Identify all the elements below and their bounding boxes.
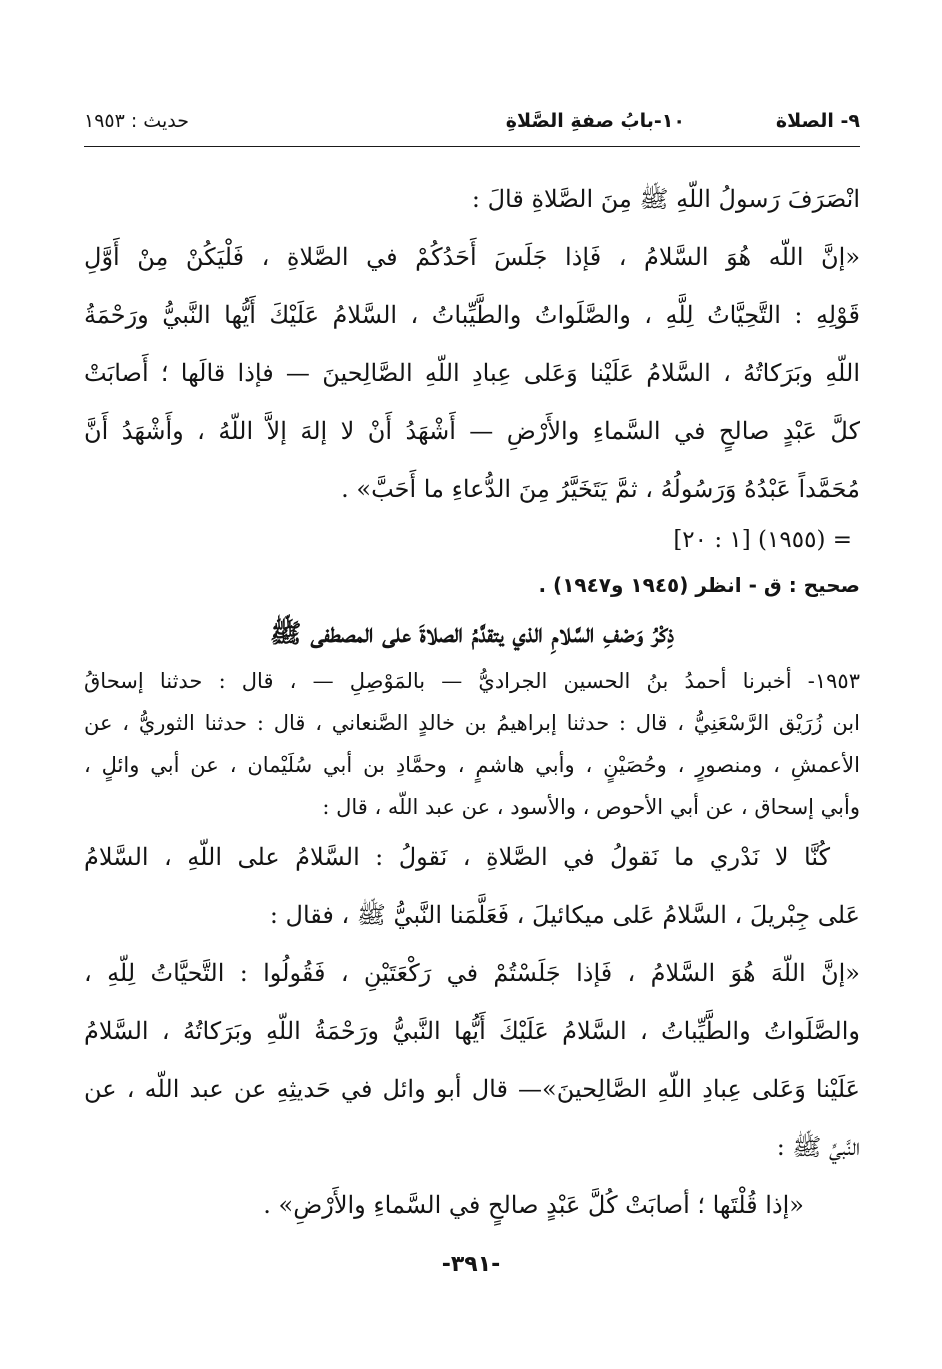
text-line: النَّبيِّ ﷺ :: [776, 1133, 860, 1161]
isnad-line: ١٩٥٣- أخبرنا أحمدُ بنُ الحسين الجراديُّ — بالمَوْصِلِ — ، قال : حدثنا إسحاقُ: [84, 669, 860, 693]
grading-note: صحيح : ق - انظر (١٩٤٥ و١٩٤٧) .: [538, 573, 860, 597]
text-line: قَوْلِهِ : التَّحِيَّاتُ لِلَّهِ ، والصَّلَواتُ والطَّيِّباتُ ، السَّلامُ عَلَيْكَ أَيُّها النَّبيُّ ورَحْمَةُ: [84, 301, 860, 329]
text-line: «إذا قُلْتَها ؛ أصابَتْ كُلَّ عَبْدٍ صالحٍ في السَّماءِ والأَرْضِ» .: [263, 1191, 804, 1219]
chapter-title: ٩- الصلاة: [775, 110, 860, 132]
hadith-number: حديث : ١٩٥٣: [84, 110, 189, 132]
text-line: عَلَيْنا وَعَلى عِبادِ اللّهِ الصَّالِحينَ»— قال أبو وائل في حَديثِهِ عن عبد اللّه ، عن: [84, 1075, 860, 1103]
section-title: ١٠-بابُ صفةِ الصَّلاةِ: [505, 110, 685, 132]
page-number: -٣٩١-: [441, 1252, 501, 1277]
main-text: [84, 170, 860, 1234]
text-line: «إنَّ اللّهَ هُوَ السَّلامُ ، فَإذا جَلَسْتُمْ في رَكْعَتَيْنِ ، فَقُولُوا : التَّحيَّاتُ لِلّهِ ،: [84, 959, 860, 987]
section-heading: ذِكْرُ وَصْفِ السَّلامِ الذي يتقدَّمُ الصلاةَ على المصطفى ﷺ: [270, 619, 674, 649]
text-line: مُحَمَّداً عَبْدُهُ وَرَسُولُهُ ، ثمَّ يَتَخَيَّرُ مِنَ الدُّعاءِ ما أَحَبَّ» .: [341, 475, 860, 503]
text-line: عَلى جِبْريلَ ، السَّلامُ عَلى ميكائيلَ ، فَعَلَّمَنا النَّبيُّ ﷺ ، فقال :: [269, 901, 860, 929]
running-head: [84, 110, 860, 144]
cross-reference: = (١٩٥٥) [١ : ٢٠]: [673, 527, 852, 553]
text-line: اللّهِ وبَرَكاتُهُ ، السَّلامُ عَلَيْنا وَعَلى عِبادِ اللّهِ الصَّالِحينَ — فإذا قالَها ؛ أَصابَتْ: [84, 359, 860, 387]
text-line: انْصَرَفَ رَسولُ اللّهِ ﷺ مِنَ الصَّلاةِ قالَ :: [471, 185, 860, 213]
text-line: والصَّلَواتُ والطَّيِّباتُ ، السَّلامُ عَلَيْكَ أَيُّها النَّبيُّ ورَحْمَةُ اللّهِ وبَرَكاتُهُ ، السَّلامُ: [84, 1017, 860, 1045]
header-rule: [84, 146, 860, 147]
isnad-line: وأبي إسحاق ، عن أبي الأحوص ، والأسود ، عن عبد اللّه ، قال :: [322, 795, 860, 819]
text-line: كلَّ عَبْدٍ صالحٍ في السَّماءِ والأَرْضِ — أَشْهَدُ أَنْ لا إلهَ إلاَّ اللّهُ ، وأَشْهَدُ أَنَّ: [84, 417, 860, 445]
text-line: «إنَّ اللّه هُوَ السَّلامُ ، فَإذا جَلَسَ أَحَدُكُمْ في الصَّلاةِ ، فَلْيَكُنْ مِنْ أَوَّلِ: [84, 243, 860, 271]
isnad-line: ابن زُرَيْق الرَّسْعَنِيُّ ، قال : حدثنا إبراهيمُ بن خالدٍ الصَّنعاني ، قال : حدثنا الثوريُّ ، عن: [84, 711, 860, 735]
isnad-line: الأعمشِ ، ومنصورٍ ، وحُصَيْنٍ ، وأبي هاشمٍ ، وحمَّادِ بن أبي سُلَيْمان ، عن أبي وائلٍ ،: [84, 753, 860, 777]
text-line: كُنَّا لا نَدْري ما نَقولُ في الصَّلاةِ ، نَقولُ : السَّلامُ على اللّهِ ، السَّلامُ: [84, 843, 830, 871]
